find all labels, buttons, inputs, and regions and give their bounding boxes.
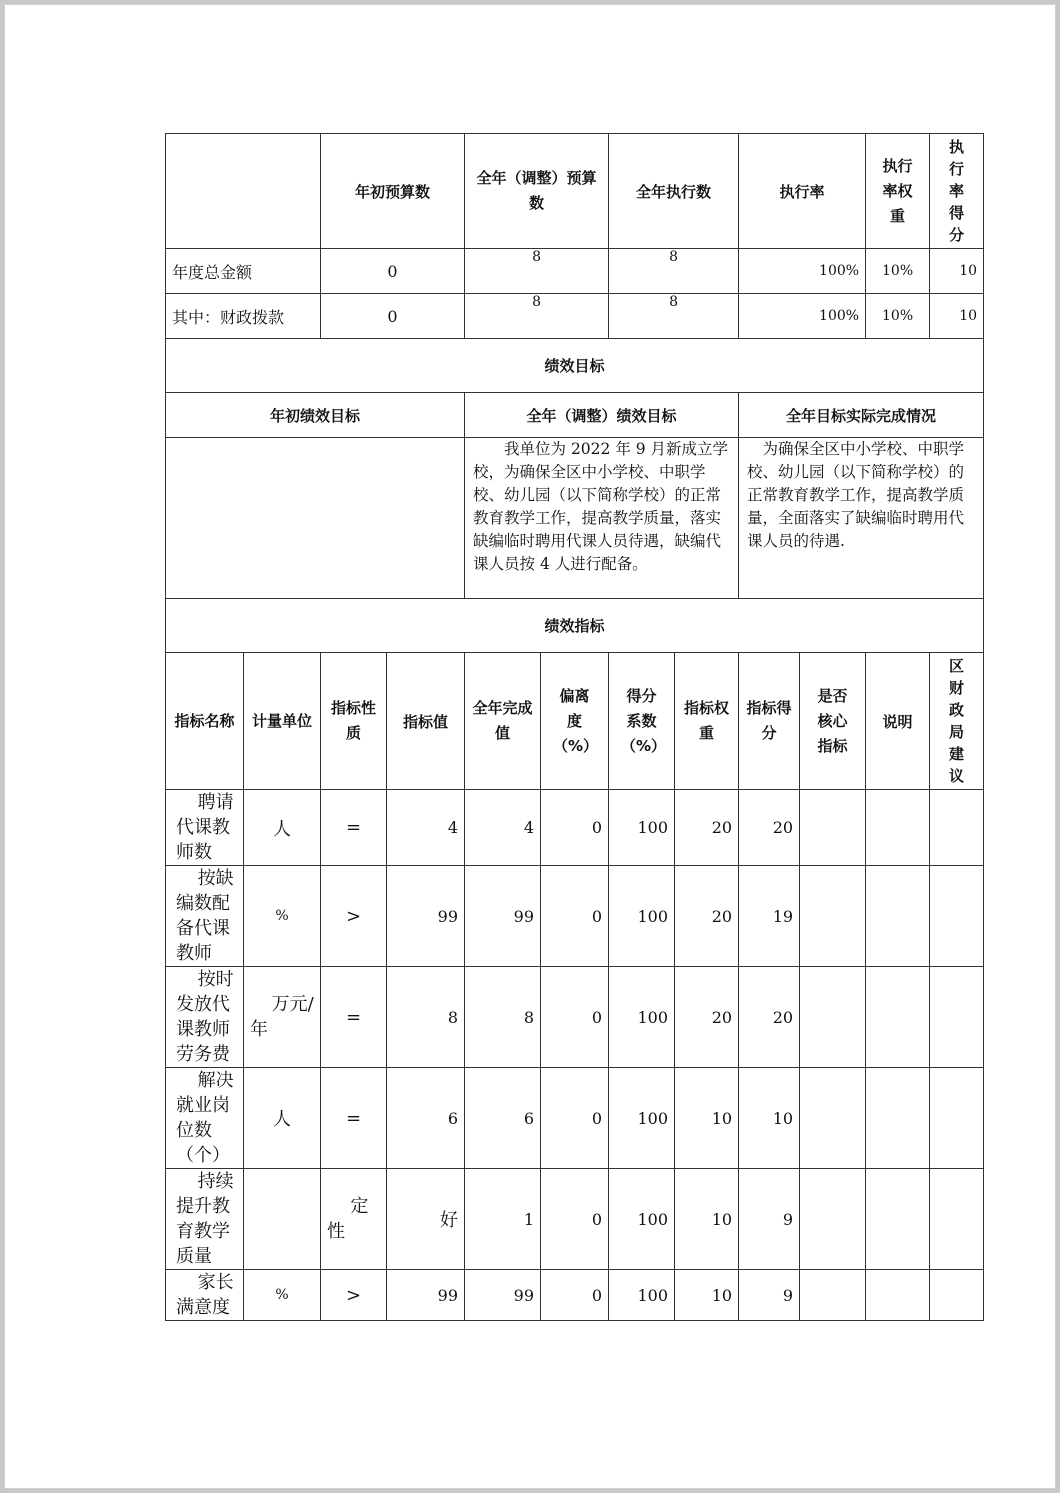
indicator-actual: 99 [465,866,541,967]
indicator-name: 家长满意度 [166,1270,244,1321]
col-header-unit: 计量单位 [244,653,321,790]
col-header-name: 指标名称 [166,653,244,790]
budget-row [166,249,984,294]
indicator-note [866,1270,930,1321]
indicator-row [166,1068,984,1169]
header-exec-rate: 执行率 [739,134,866,249]
indicator-actual: 1 [465,1169,541,1270]
indicator-advice [930,1169,984,1270]
indicator-coef: 100 [609,1068,675,1169]
indicator-target: 好 [387,1169,465,1270]
budget-row-executed: 8 [609,294,739,339]
indicator-name: 聘请代课教师数 [166,790,244,866]
indicator-nature: = [321,967,387,1068]
goals-initial-header: 年初绩效目标 [166,393,465,438]
col-header-deviation: 偏离度（%） [541,653,609,790]
indicator-score: 9 [739,1169,800,1270]
indicator-actual: 4 [465,790,541,866]
budget-row-rate: 100% [739,249,866,294]
indicator-note [866,1169,930,1270]
indicator-deviation: 0 [541,790,609,866]
budget-row-score: 10 [930,249,984,294]
budget-row-adjusted: 8 [465,294,609,339]
indicator-deviation: 0 [541,967,609,1068]
budget-header-row [166,134,984,249]
budget-row [166,294,984,339]
indicator-target: 99 [387,1270,465,1321]
budget-row-score: 10 [930,294,984,339]
indicator-row [166,1169,984,1270]
budget-header-blank [166,134,321,249]
budget-row-weight: 10% [866,294,930,339]
indicator-advice [930,866,984,967]
goals-actual-header: 全年目标实际完成情况 [739,393,984,438]
indicator-coef: 100 [609,790,675,866]
indicator-coef: 100 [609,1169,675,1270]
header-initial-budget: 年初预算数 [321,134,465,249]
indicator-note [866,1068,930,1169]
indicator-weight: 10 [675,1068,739,1169]
indicator-unit: % [244,866,321,967]
col-header-nature: 指标性质 [321,653,387,790]
indicator-coef: 100 [609,967,675,1068]
indicator-row [166,866,984,967]
indicator-target: 8 [387,967,465,1068]
indicator-weight: 20 [675,967,739,1068]
indicator-row [166,967,984,1068]
indicator-score: 20 [739,790,800,866]
indicator-note [866,790,930,866]
indicators-section-title: 绩效指标 [166,599,984,653]
indicator-deviation: 0 [541,1068,609,1169]
col-header-actual: 全年完成值 [465,653,541,790]
indicator-core [800,790,866,866]
indicator-unit: 人 [244,790,321,866]
indicator-name: 按时发放代课教师劳务费 [166,967,244,1068]
header-exec-score: 执行率得分 [930,134,984,249]
indicator-core [800,1169,866,1270]
indicator-unit: % [244,1270,321,1321]
indicator-name: 解决就业岗位数（个） [166,1068,244,1169]
budget-row-executed: 8 [609,249,739,294]
indicator-weight: 20 [675,866,739,967]
budget-row-adjusted: 8 [465,249,609,294]
col-header-weight: 指标权重 [675,653,739,790]
indicator-core [800,967,866,1068]
col-header-target: 指标值 [387,653,465,790]
indicator-advice [930,1270,984,1321]
budget-row-rate: 100% [739,294,866,339]
indicator-deviation: 0 [541,1169,609,1270]
indicator-name: 按缺编数配备代课教师 [166,866,244,967]
indicator-nature: = [321,1068,387,1169]
header-exec-weight: 执行率权重 [866,134,930,249]
performance-table [165,133,984,1321]
indicator-unit [244,1169,321,1270]
col-header-advice: 区财政局建议 [930,653,984,790]
indicator-nature: = [321,790,387,866]
goals-section-title: 绩效目标 [166,339,984,393]
header-adjusted-budget: 全年（调整）预算数 [465,134,609,249]
indicator-score: 20 [739,967,800,1068]
goals-initial-text [166,438,465,599]
indicator-nature: > [321,866,387,967]
goals-adjusted-header: 全年（调整）绩效目标 [465,393,739,438]
budget-row-label: 其中：财政拨款 [166,294,321,339]
goals-adjusted-text: 我单位为 2022 年 9 月新成立学校，为确保全区中小学校、中职学校、幼儿园（以下简称学校）的正常教育教学工作，提高教学质量，落实缺编临时聘用代课人员待遇，缺编代课人员按 4 人进行配备。 [465,438,739,599]
indicator-nature: 定性 [321,1169,387,1270]
indicator-row [166,790,984,866]
indicator-target: 4 [387,790,465,866]
indicator-advice [930,1068,984,1169]
indicator-core [800,1068,866,1169]
goals-actual-text: 为确保全区中小学校、中职学校、幼儿园（以下简称学校）的正常教育教学工作，提高教学质量，全面落实了缺编临时聘用代课人员的待遇. [739,438,984,599]
indicator-weight: 10 [675,1169,739,1270]
indicator-actual: 99 [465,1270,541,1321]
col-header-coef: 得分系数（%） [609,653,675,790]
indicator-deviation: 0 [541,1270,609,1321]
indicator-score: 10 [739,1068,800,1169]
indicator-weight: 10 [675,1270,739,1321]
indicator-unit: 人 [244,1068,321,1169]
indicator-target: 6 [387,1068,465,1169]
indicator-coef: 100 [609,866,675,967]
indicator-row [166,1270,984,1321]
indicator-core [800,866,866,967]
indicator-unit: 万元/年 [244,967,321,1068]
col-header-score: 指标得分 [739,653,800,790]
budget-row-initial: 0 [321,249,465,294]
indicator-score: 9 [739,1270,800,1321]
indicator-nature: > [321,1270,387,1321]
indicator-actual: 6 [465,1068,541,1169]
budget-row-label: 年度总金额 [166,249,321,294]
col-header-note: 说明 [866,653,930,790]
indicator-coef: 100 [609,1270,675,1321]
indicator-name: 持续提升教育教学质量 [166,1169,244,1270]
indicator-advice [930,790,984,866]
indicators-header-row [166,653,984,790]
indicator-core [800,1270,866,1321]
indicator-target: 99 [387,866,465,967]
indicator-note [866,866,930,967]
indicator-weight: 20 [675,790,739,866]
indicator-actual: 8 [465,967,541,1068]
budget-row-initial: 0 [321,294,465,339]
col-header-core: 是否核心指标 [800,653,866,790]
indicator-deviation: 0 [541,866,609,967]
budget-row-weight: 10% [866,249,930,294]
indicator-score: 19 [739,866,800,967]
indicator-advice [930,967,984,1068]
header-executed: 全年执行数 [609,134,739,249]
indicator-note [866,967,930,1068]
